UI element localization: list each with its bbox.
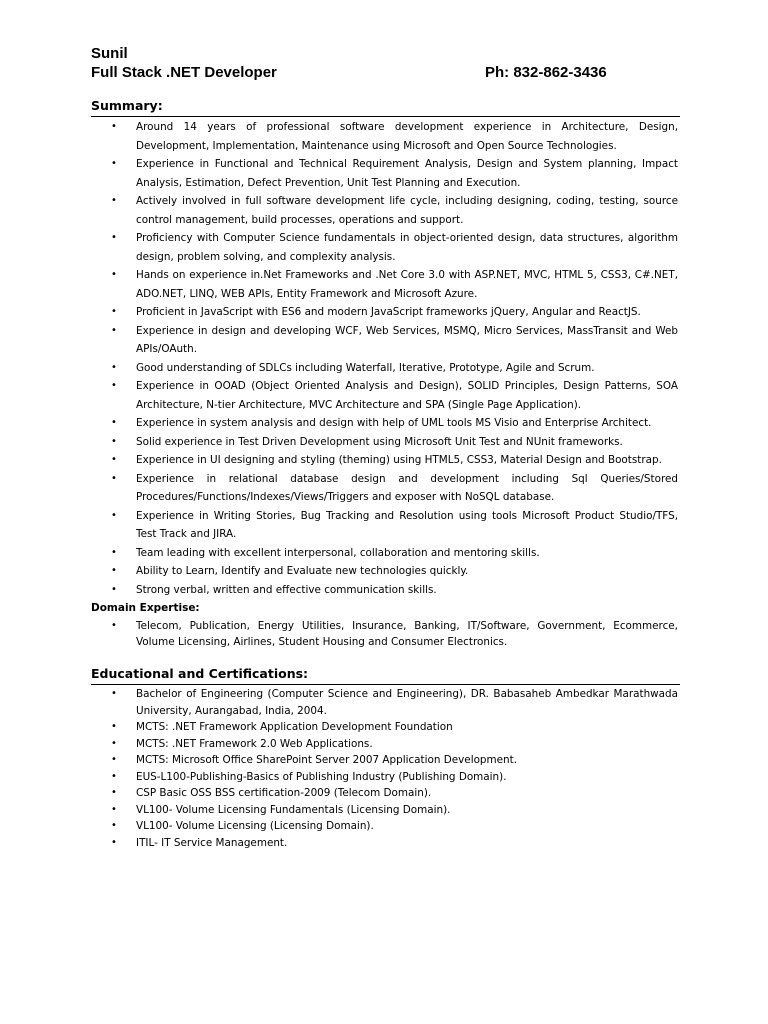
- list-item-text: Experience in Writing Stories, Bug Tracking and Resolution using tools Microsoft Product Studio/TFS, Test Track and JIRA.: [136, 509, 678, 540]
- list-item-text: Proficiency with Computer Science fundamentals in object-oriented design, data structures, algorithm design, problem solving, and complexity analysis.: [136, 232, 678, 263]
- list-item: [91, 433, 678, 452]
- list-item-text: Solid experience in Test Driven Development using Microsoft Unit Test and NUnit frameworks.: [136, 435, 623, 448]
- list-item-text: MCTS: .NET Framework 2.0 Web Applications.: [136, 737, 373, 750]
- phone-number: Ph: 832-862-3436: [485, 64, 607, 81]
- list-item-text: EUS-L100-Publishing-Basics of Publishing Industry (Publishing Domain).: [136, 770, 507, 783]
- domain-expertise-heading: Domain Expertise:: [91, 602, 200, 614]
- list-item: [91, 322, 678, 359]
- list-item: [91, 155, 678, 192]
- bullet-icon: •: [111, 435, 117, 447]
- list-item: [91, 785, 678, 802]
- bullet-icon: •: [111, 754, 117, 765]
- bullet-icon: •: [111, 380, 117, 391]
- list-item-text: Actively involved in full software development life cycle, including designing, coding, testing, source control management, build processes, operations and support.: [136, 195, 678, 226]
- bullet-icon: •: [111, 472, 117, 484]
- bullet-icon: •: [111, 787, 117, 798]
- domain-expertise-list: [91, 618, 678, 650]
- summary-heading: Summary:: [91, 98, 163, 113]
- list-item-text: VL100- Volume Licensing (Licensing Domain).: [136, 820, 374, 832]
- list-item-text: Experience in system analysis and design with help of UML tools MS Visio and Enterprise Architect.: [136, 417, 652, 429]
- job-title: Full Stack .NET Developer: [91, 64, 277, 81]
- list-item: [91, 451, 678, 470]
- bullet-icon: •: [111, 820, 117, 831]
- list-item-text: Around 14 years of professional software development experience in Architecture, Design, Development, Implementation, Maintenance using Microsoft and Open Source Technologies.: [136, 121, 678, 152]
- summary-list: [91, 118, 678, 599]
- list-item-text: VL100- Volume Licensing Fundamentals (Licensing Domain).: [136, 803, 451, 816]
- bullet-icon: •: [111, 565, 117, 576]
- list-item: [91, 507, 678, 544]
- list-item: [91, 752, 678, 769]
- list-item: [91, 835, 678, 852]
- list-item-text: Experience in Functional and Technical Requirement Analysis, Design and System planning, Impact Analysis, Estimation, Defect Prevention, Unit Test Planning and Execution.: [136, 158, 678, 189]
- list-item-text: Experience in UI designing and styling (theming) using HTML5, CSS3, Material Design and Bootstrap.: [136, 454, 662, 466]
- list-item: [91, 229, 678, 266]
- list-item: [91, 377, 678, 414]
- bullet-icon: •: [111, 770, 117, 782]
- bullet-icon: •: [111, 417, 117, 428]
- list-item: [91, 414, 678, 433]
- bullet-icon: •: [111, 306, 117, 317]
- education-divider: [91, 684, 680, 685]
- list-item-text: Proficient in JavaScript with ES6 and modern JavaScript frameworks jQuery, Angular and ReactJS.: [136, 306, 641, 318]
- list-item: [91, 303, 678, 322]
- bullet-icon: •: [111, 232, 117, 243]
- list-item: [91, 618, 678, 650]
- list-item-text: ITIL- IT Service Management.: [136, 836, 288, 849]
- list-item: [91, 562, 678, 581]
- list-item: [91, 118, 678, 155]
- list-item-text: Experience in relational database design and development including Sql Queries/Stored Procedures/Functions/Indexes/Views/Triggers and exposer with NoSQL database.: [136, 472, 678, 503]
- list-item-text: Strong verbal, written and effective communication skills.: [136, 583, 437, 596]
- list-item: [91, 470, 678, 507]
- list-item: [91, 581, 678, 600]
- bullet-icon: •: [111, 324, 117, 336]
- bullet-icon: •: [111, 269, 117, 280]
- list-item: [91, 686, 678, 719]
- list-item-text: Team leading with excellent interpersonal, collaboration and mentoring skills.: [136, 546, 540, 559]
- bullet-icon: •: [111, 454, 117, 465]
- bullet-icon: •: [111, 803, 117, 815]
- list-item-text: Bachelor of Engineering (Computer Science and Engineering), DR. Babasaheb Ambedkar Marathwada University, Aurangabad, India, 2004.: [136, 688, 678, 717]
- list-item-text: Hands on experience in.Net Frameworks and .Net Core 3.0 with ASP.NET, MVC, HTML 5, CSS3, C#.NET, ADO.NET, LINQ, WEB APIs, Entity Framework and Microsoft Azure.: [136, 269, 678, 300]
- summary-divider: [91, 116, 680, 117]
- list-item-text: Ability to Learn, Identify and Evaluate new technologies quickly.: [136, 565, 469, 577]
- bullet-icon: •: [111, 583, 117, 595]
- list-item: [91, 802, 678, 819]
- list-item-text: Good understanding of SDLCs including Waterfall, Iterative, Prototype, Agile and Scrum.: [136, 361, 595, 374]
- list-item-text: Experience in OOAD (Object Oriented Analysis and Design), SOLID Principles, Design Patterns, SOA Architecture, N-tier Architecture, MVC Architecture and SPA (Single Page Application).: [136, 380, 678, 411]
- candidate-name: Sunil: [91, 45, 128, 62]
- list-item: [91, 544, 678, 563]
- bullet-icon: •: [111, 836, 117, 848]
- bullet-icon: •: [111, 121, 117, 132]
- bullet-icon: •: [111, 737, 117, 749]
- list-item-text: MCTS: Microsoft Office SharePoint Server 2007 Application Development.: [136, 754, 518, 766]
- list-item: [91, 769, 678, 786]
- list-item-text: CSP Basic OSS BSS certification-2009 (Telecom Domain).: [136, 787, 432, 799]
- bullet-icon: •: [111, 509, 117, 521]
- list-item: [91, 818, 678, 835]
- education-heading: Educational and Certifications:: [91, 666, 309, 681]
- education-list: [91, 686, 678, 851]
- list-item: [91, 266, 678, 303]
- list-item-text: Telecom, Publication, Energy Utilities, Insurance, Banking, IT/Software, Government, Ecommerce, Volume Licensing, Airlines, Student Housing and Consumer Electronics.: [136, 620, 678, 648]
- list-item: [91, 359, 678, 378]
- list-item-text: Experience in design and developing WCF, Web Services, MSMQ, Micro Services, MassTransit and Web APIs/OAuth.: [136, 324, 678, 355]
- list-item: [91, 736, 678, 753]
- bullet-icon: •: [111, 361, 117, 373]
- bullet-icon: •: [111, 546, 117, 558]
- bullet-icon: •: [111, 158, 117, 169]
- bullet-icon: •: [111, 721, 117, 732]
- bullet-icon: •: [111, 688, 117, 699]
- bullet-icon: •: [111, 195, 117, 206]
- list-item: [91, 719, 678, 736]
- list-item-text: MCTS: .NET Framework Application Development Foundation: [136, 721, 453, 733]
- bullet-icon: •: [111, 620, 117, 631]
- list-item: [91, 192, 678, 229]
